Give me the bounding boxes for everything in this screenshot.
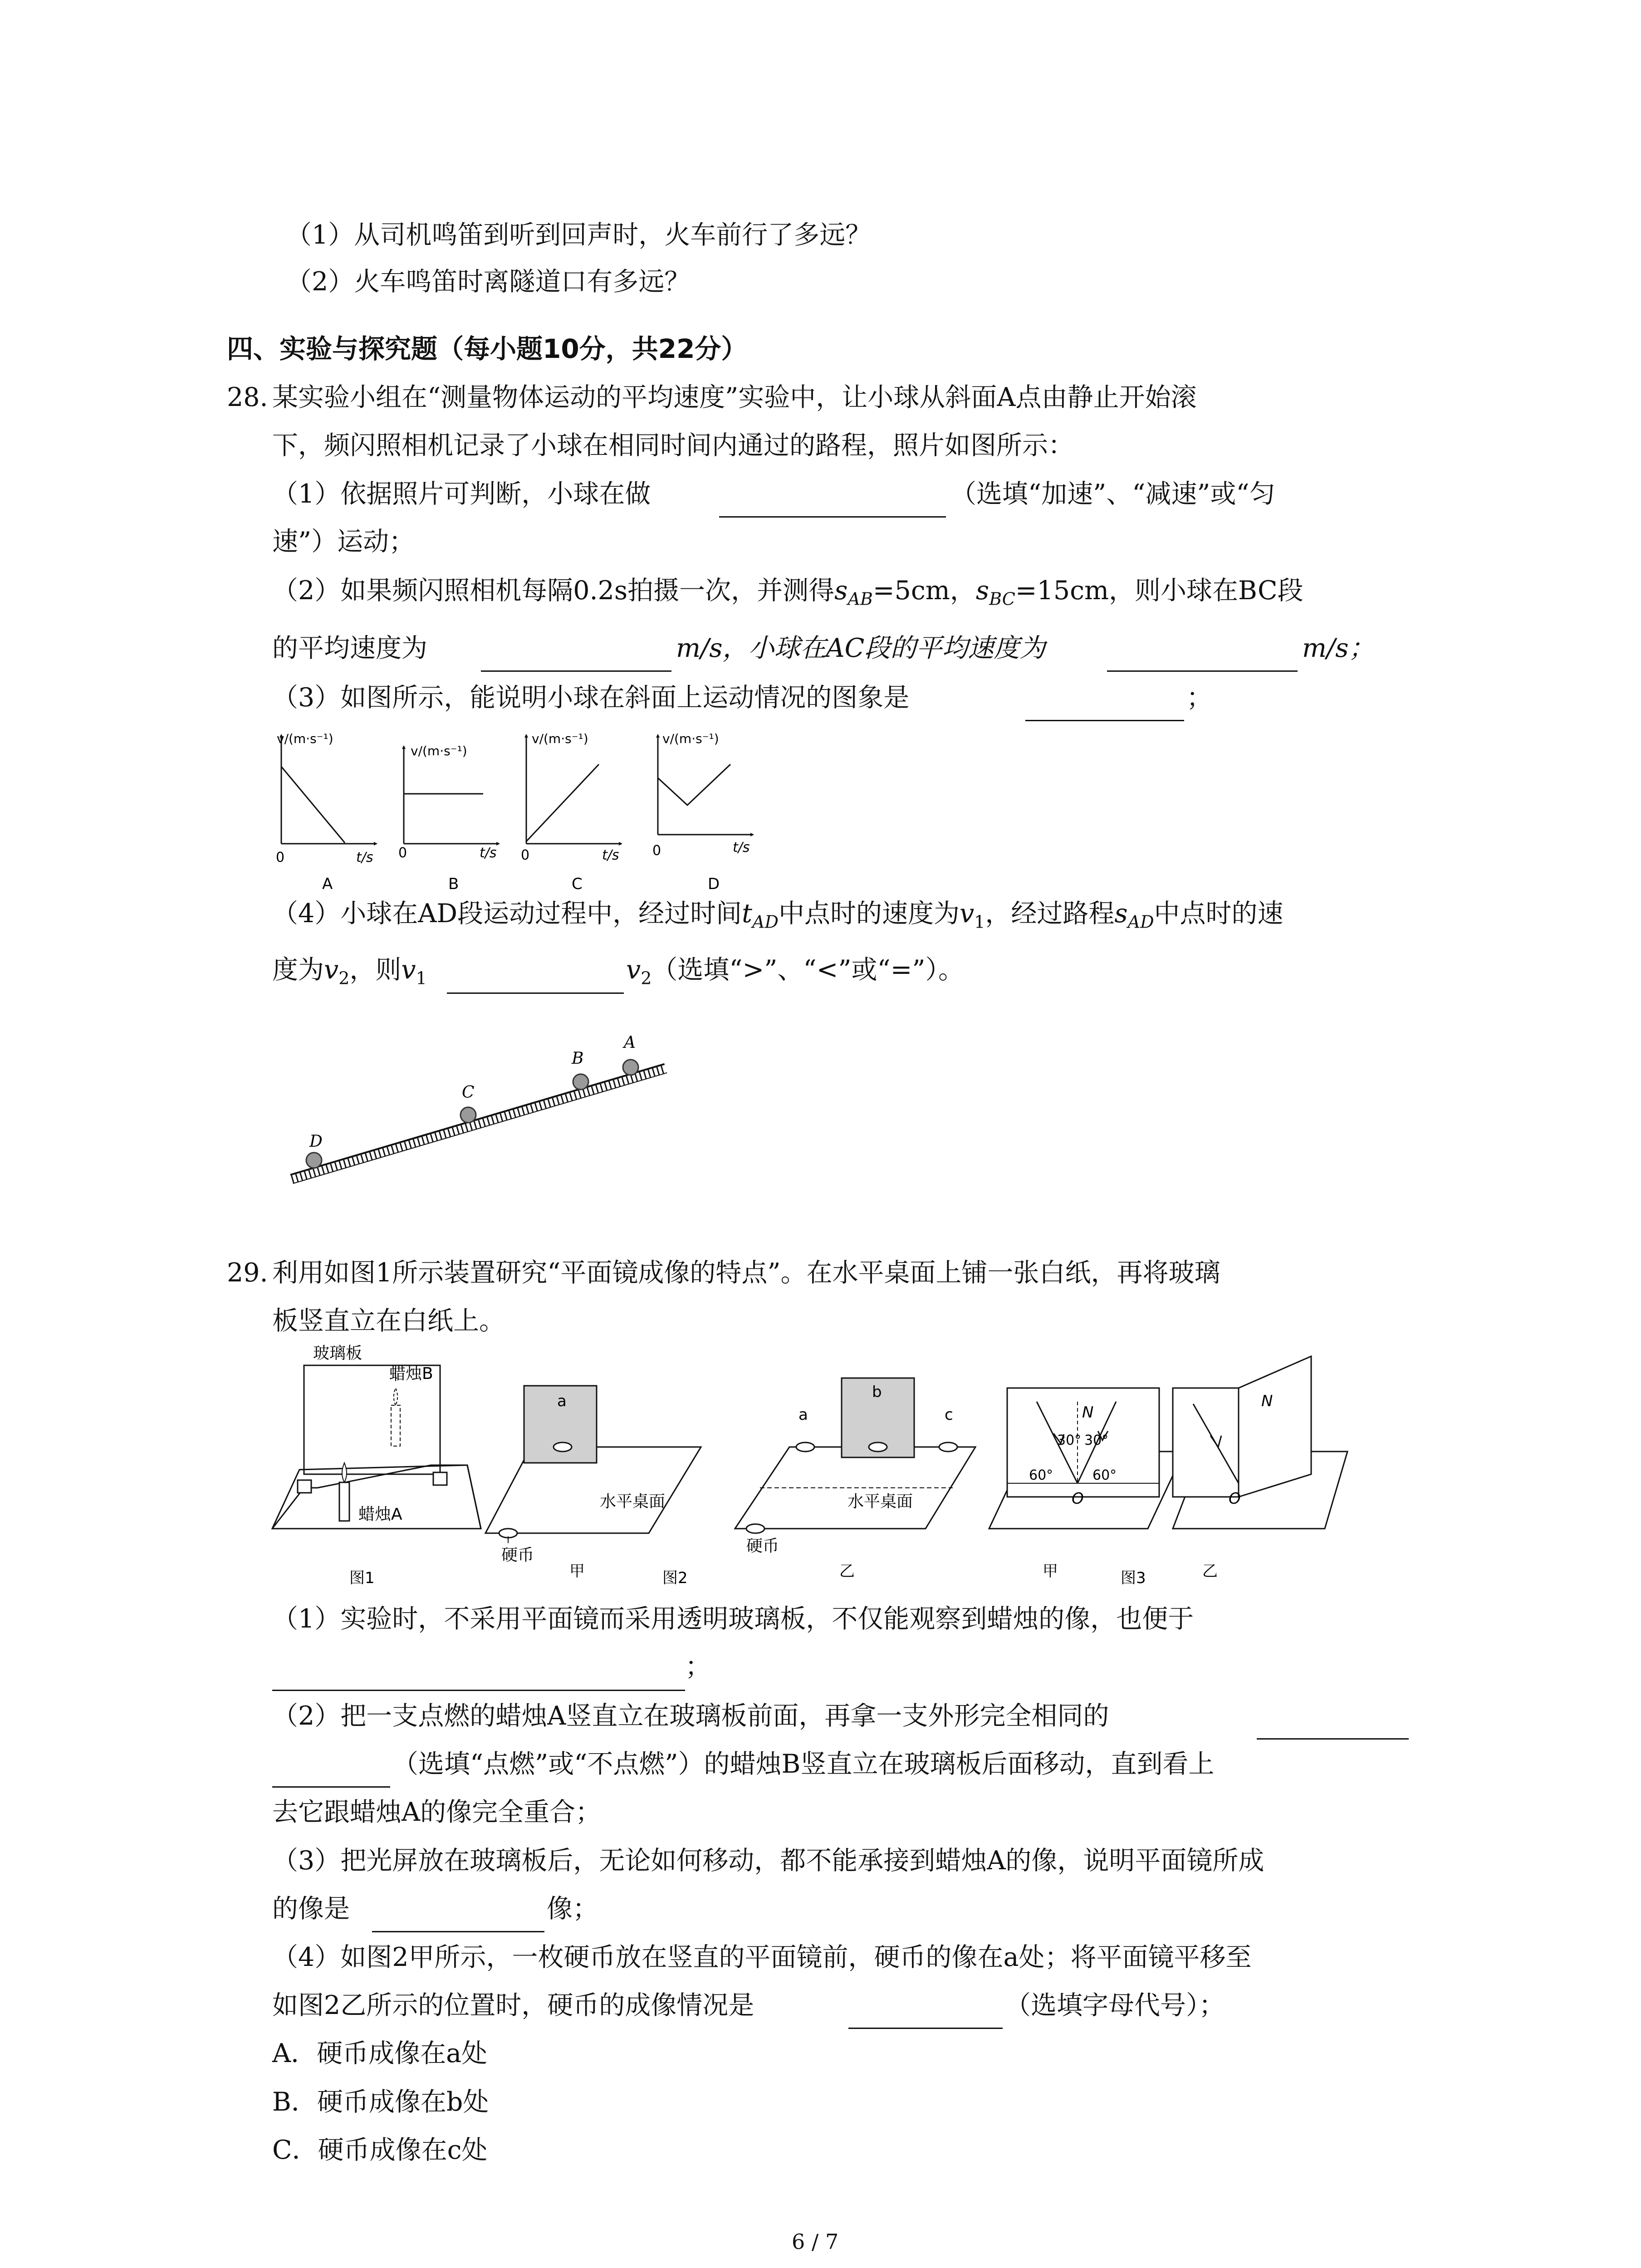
ball-A (623, 1060, 638, 1075)
graph-B-ylabel: v/(m·s⁻¹) (411, 743, 467, 758)
q28-part4-line2b: $v_2$（选填“>”、“<”或“=”）。 (626, 955, 965, 988)
q29-part3-line1: （3）把光屏放在玻璃板后，无论如何移动，都不能承接到蜡烛A的像，说明平面镜所成 (272, 1846, 1264, 1876)
q29-part2-line2: （选填“点燃”或“不点燃”）的蜡烛B竖直立在玻璃板后面移动，直到看上 (392, 1749, 1215, 1779)
fig2-yi-a: a (798, 1406, 808, 1424)
vt-graph-C (521, 731, 622, 893)
ball-B (573, 1074, 588, 1090)
graph-B-xlabel: t/s (480, 845, 497, 861)
q28-part4-line2a: 度为$v_2$，则$v_1$ (272, 955, 427, 988)
q28-part3-text: （3）如图所示，能说明小球在斜面上运动情况的图象是 (272, 683, 910, 713)
q27-part1: （1）从司机鸣笛到听到回声时，火车前行了多远？ (286, 220, 872, 250)
q29-part3-line2a: 的像是 (272, 1894, 350, 1924)
q29-part4-line1: （4）如图2甲所示，一枚硬币放在竖直的平面镜前，硬币的像在a处；将平面镜平移至 (272, 1942, 1252, 1972)
q27-part2: （2）火车鸣笛时离隧道口有多远？ (286, 267, 691, 297)
q28-part4-line1: （4）小球在AD段运动过程中，经过时间$t_{AD}$中点时的速度为$v_1$，经过路程$s_{AD}$中点时的速 (272, 899, 1283, 932)
graph-A-letter: A (322, 875, 333, 893)
q29-option-C: C．硬币成像在c处 (272, 2135, 488, 2165)
fig2-yi-coin: 硬币 (746, 1537, 779, 1555)
vt-graph-D (652, 731, 753, 893)
fig2-yi-table: 水平桌面 (847, 1492, 913, 1511)
q29-part2-line1: （2）把一支点燃的蜡烛A竖直立在玻璃板前面，再拿一支外形完全相同的 (272, 1701, 1109, 1731)
q29-part1-text: （1）实验时，不采用平面镜而采用透明玻璃板，不仅能观察到蜡烛的像，也便于 (272, 1604, 1194, 1634)
q29-part2-blank-b[interactable] (272, 1786, 390, 1788)
graph-B-letter: B (448, 875, 459, 893)
fig1-caption: 图1 (349, 1569, 375, 1587)
q28-stem-line1: 某实验小组在“测量物体运动的平均速度”实验中，让小球从斜面A点由静止开始滚 (272, 382, 1197, 412)
graph-A-ylabel: v/(m·s⁻¹) (277, 731, 333, 746)
fig3-yi-label: 乙 (1202, 1562, 1218, 1580)
figure-2-jia (485, 1386, 701, 1587)
fig1-candleB-label: 蜡烛B (389, 1364, 433, 1383)
fig3-caption: 图3 (1121, 1569, 1146, 1587)
ramp-label-D: D (309, 1132, 323, 1151)
q28-part2-line2b: m/s，小球在AC段的平均速度为 (676, 633, 1046, 663)
q29-part1-blank[interactable] (272, 1690, 685, 1691)
q28-part2-line2a: 的平均速度为 (272, 633, 427, 663)
q28-part4-blank[interactable] (447, 992, 624, 994)
q28-part2-text: （2）如果频闪照相机每隔0.2s拍摄一次，并测得$s_{AB}=5cm$，$s_{BC}=15cm$，则小球在BC段 (272, 576, 1303, 609)
graph-B-origin: 0 (398, 845, 407, 861)
ramp-label-C: C (462, 1083, 475, 1102)
fig3-jia-N: N (1082, 1403, 1094, 1422)
fig3-jia-60-right: 60° (1092, 1467, 1117, 1483)
figure-2-yi (735, 1378, 975, 1580)
q29-option-B: B．硬币成像在b处 (272, 2087, 489, 2117)
section-title: 四、实验与探究题（每小题10分，共22分） (227, 333, 748, 364)
q29-number: 29. (227, 1258, 268, 1288)
fig1-glass-label: 玻璃板 (313, 1344, 362, 1363)
q29-part4-blank[interactable] (848, 2028, 1003, 2029)
fig2-jia-a: a (557, 1392, 567, 1410)
q28-part2-line2c: m/s； (1302, 633, 1375, 663)
figure-1 (272, 1344, 481, 1587)
vt-graph-B (398, 743, 499, 893)
q28-ramp-figure (281, 1002, 690, 1193)
fig2-jia-table: 水平桌面 (600, 1492, 666, 1511)
ramp-label-B: B (572, 1049, 584, 1068)
graph-A-origin: 0 (276, 850, 285, 865)
fig3-jia-30-right: 30° (1084, 1432, 1109, 1448)
graph-D-ylabel: v/(m·s⁻¹) (662, 731, 719, 746)
q29-stem-line1: 利用如图1所示装置研究“平面镜成像的特点”。在水平桌面上铺一张白纸，再将玻璃 (272, 1258, 1220, 1288)
fig1-candleA-label: 蜡烛A (358, 1505, 402, 1524)
graph-D-letter: D (708, 875, 720, 893)
figure-3-yi (1173, 1356, 1347, 1580)
q29-part2-line3: 去它跟蜡烛A的像完全重合； (272, 1797, 602, 1827)
fig2-jia-coin: 硬币 (501, 1546, 534, 1564)
graph-D-origin: 0 (652, 843, 661, 859)
ball-D (306, 1153, 322, 1168)
q29-part4-line2b: （选填字母代号）； (1005, 1990, 1225, 2020)
fig3-jia-30-left: 30° (1057, 1432, 1082, 1448)
fig2-yi-label: 乙 (839, 1562, 855, 1580)
q28-part2-blank-ac[interactable] (1107, 670, 1298, 672)
vt-graph-A (276, 731, 377, 893)
fig2-jia-label: 甲 (569, 1562, 585, 1580)
q28-vt-graphs (254, 721, 798, 903)
fig2-caption: 图2 (662, 1569, 688, 1587)
fig3-jia-60-left: 60° (1029, 1467, 1053, 1483)
q29-option-A: A．硬币成像在a处 (272, 2038, 488, 2068)
graph-D-xlabel: t/s (733, 840, 750, 855)
fig3-jia-label: 甲 (1043, 1562, 1058, 1580)
q28-part3-end: ； (1186, 683, 1212, 713)
q28-stem-line2: 下，频闪照相机记录了小球在相同时间内通过的路程，照片如图所示： (272, 430, 1074, 460)
ramp-label-A: A (624, 1033, 636, 1052)
q29-stem-line2: 板竖直立在白纸上。 (272, 1306, 505, 1336)
q28-part2-blank-bc[interactable] (481, 670, 671, 672)
q28-part1-text: （1）依据照片可判断，小球在做 (272, 479, 651, 509)
fig3-yi-O: O (1229, 1490, 1241, 1508)
q29-part2-blank-a[interactable] (1257, 1738, 1409, 1740)
fig3-yi-N: N (1261, 1392, 1273, 1410)
q28-part1-blank[interactable] (719, 516, 946, 518)
fig2-yi-c: c (945, 1406, 953, 1424)
graph-C-origin: 0 (521, 847, 530, 863)
q29-part4-line2a: 如图2乙所示的位置时，硬币的成像情况是 (272, 1990, 754, 2020)
q29-figures (272, 1338, 1347, 1592)
graph-A-xlabel: t/s (356, 850, 373, 865)
figure-3-jia (989, 1388, 1184, 1587)
q28-part1-options-cont: 速”）运动； (272, 527, 415, 557)
ball-C (460, 1107, 476, 1123)
fig3-jia-O: O (1072, 1490, 1084, 1508)
q29-part3-line2b: 像； (547, 1894, 598, 1924)
q28-part3-blank[interactable] (1025, 720, 1184, 721)
q28-part1-options: （选填“加速”、“减速”或“匀 (950, 479, 1275, 509)
q29-part1-end: ； (685, 1652, 711, 1681)
graph-C-letter: C (572, 875, 583, 893)
graph-C-ylabel: v/(m·s⁻¹) (532, 731, 588, 746)
fig2-yi-b: b (872, 1383, 882, 1401)
graph-C-xlabel: t/s (602, 847, 619, 863)
page-number: 6 / 7 (792, 2229, 839, 2254)
q29-part3-blank[interactable] (372, 1931, 544, 1932)
q28-number: 28. (227, 382, 268, 412)
